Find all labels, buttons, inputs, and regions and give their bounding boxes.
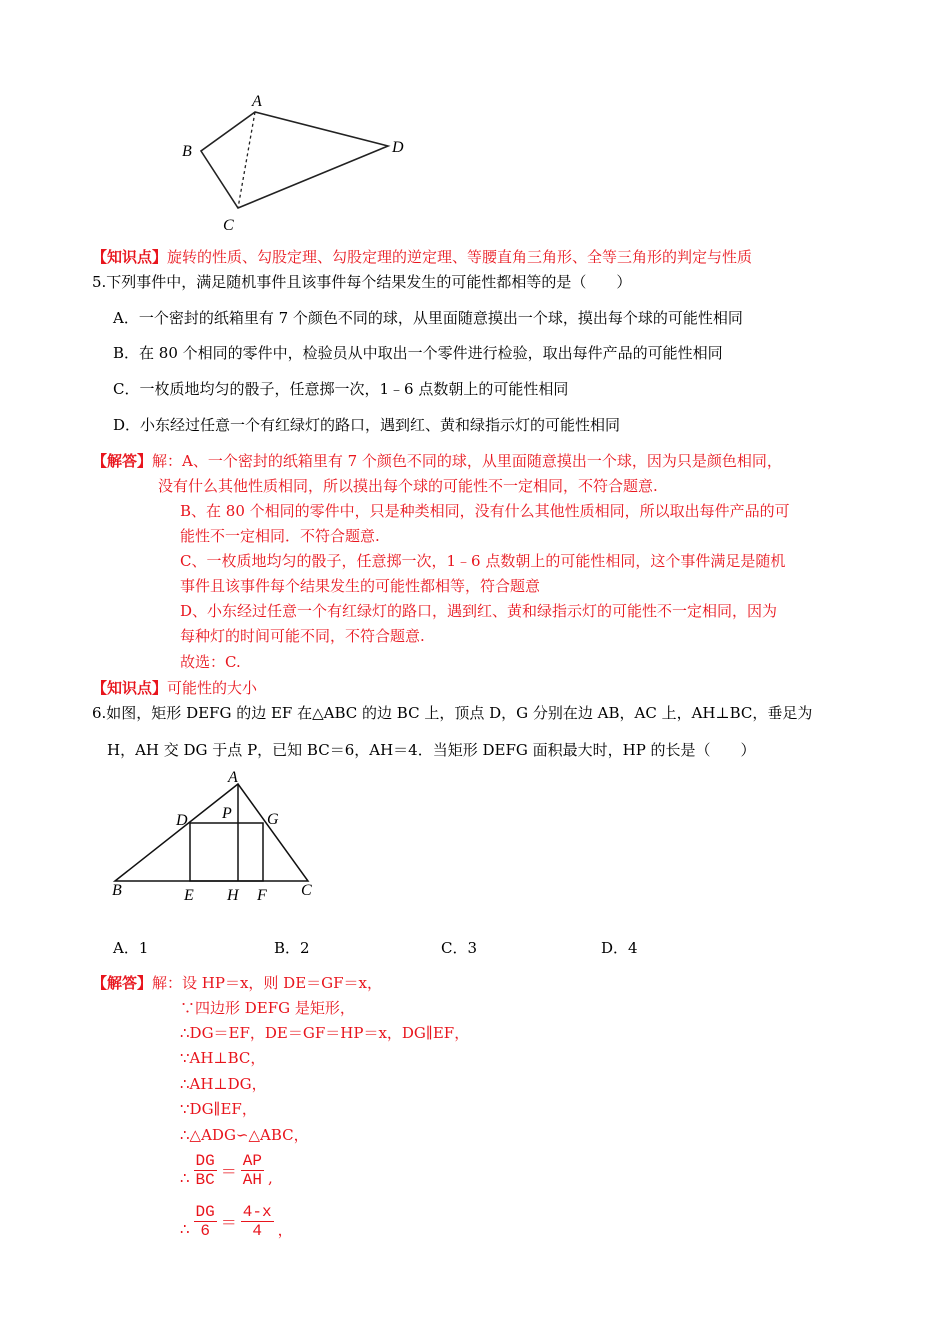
- denominator: 6: [200, 1221, 210, 1240]
- q6-answer-line7: ∴△ADG∽△ABC，: [180, 1126, 309, 1144]
- q6-answer-line4: ∵AH⊥BC，: [180, 1049, 266, 1067]
- label-b: B: [182, 143, 192, 160]
- fraction-equation-2: [180, 1199, 293, 1243]
- answer-text: 解：A、一个密封的纸箱里有 7 个颜色不同的球，从里面随意摸出一个球，因为只是颜色相同，: [152, 452, 782, 470]
- therefore-symbol: ∴: [180, 1169, 190, 1187]
- q5-answer-line-a2: 没有什么其他性质相同，所以摸出每个球的可能性不一定相同，不符合题意.: [158, 477, 658, 495]
- q6-answer-line1: [92, 972, 382, 994]
- q6-option-a: A．1: [113, 939, 149, 957]
- q5-answer-line-b2: 能性不一定相同．不符合题意.: [180, 527, 380, 545]
- q5-option-b: B．在 80 个相同的零件中，检验员从中取出一个零件进行检验，取出每件产品的可能性相同: [113, 344, 723, 362]
- label-p: P: [222, 805, 232, 822]
- label-d: D: [392, 139, 404, 156]
- q5-answer-line-b1: B、在 80 个相同的零件中，只是种类相同，没有什么其他性质相同，所以取出每件产品的可: [180, 502, 790, 520]
- label-g: G: [267, 811, 279, 828]
- q6-option-d: D．4: [601, 939, 638, 957]
- label-d: D: [176, 812, 188, 829]
- q5-answer-line-d2: 每种灯的时间可能不同，不符合题意.: [180, 627, 425, 645]
- q6-answer-line3: ∴DG＝EF，DE＝GF＝HP＝x，DG∥EF，: [180, 1024, 470, 1042]
- knowledge-point-1: [92, 246, 752, 268]
- q5-answer-line-c1: C、一枚质地均匀的骰子，任意掷一次，1﹣6 点数朝上的可能性相同，这个事件满足是随机: [180, 552, 786, 570]
- diagonal-ac-dashed: [238, 112, 255, 208]
- answer-tag: 【解答】: [92, 452, 153, 470]
- answer-text: 解：设 HP＝x，则 DE＝GF＝x，: [152, 974, 383, 992]
- figure-triangle-rectangle: [105, 764, 335, 910]
- q5-answer-choice: 故选：C.: [180, 653, 241, 671]
- triangle-abc: [115, 784, 308, 881]
- denominator: 4: [252, 1221, 262, 1240]
- numerator: 4-x: [242, 1202, 272, 1221]
- label-c: C: [223, 217, 234, 234]
- fraction-dg-6: [194, 1203, 217, 1240]
- label-a: A: [252, 93, 262, 110]
- rectangle-defg: [190, 823, 263, 881]
- fraction-equation-1: [180, 1148, 273, 1192]
- numerator: DG: [195, 1151, 215, 1170]
- q6-answer-line2: ∵四边形 DEFG 是矩形，: [180, 999, 355, 1017]
- knowledge-point-text: 可能性的大小: [167, 679, 258, 697]
- figure-quadrilateral-abcd: [170, 88, 420, 238]
- label-h: H: [227, 887, 239, 904]
- q5-option-d: D．小东经过任意一个有红绿灯的路口，遇到红、黄和绿指示灯的可能性相同: [113, 416, 621, 434]
- label-b: B: [112, 882, 122, 899]
- fraction-ap-ah: [241, 1152, 264, 1189]
- quadrilateral-outline: [201, 112, 388, 208]
- numerator: AP: [242, 1151, 262, 1170]
- denominator: AH: [242, 1170, 262, 1189]
- q5-answer-line-d1: D、小东经过任意一个有红绿灯的路口，遇到红、黄和绿指示灯的可能性不一定相同，因为: [180, 602, 778, 620]
- numerator: DG: [195, 1202, 215, 1221]
- equals-sign: ＝: [220, 1161, 237, 1181]
- knowledge-point-tag: 【知识点】: [92, 248, 168, 266]
- knowledge-point-2: [92, 677, 257, 699]
- q5-stem: 5.下列事件中，满足随机事件且该事件每个结果发生的可能性都相等的是（ ）: [92, 273, 632, 291]
- q5-answer-line-c2: 事件且该事件每个结果发生的可能性都相等，符合题意: [180, 577, 541, 595]
- answer-tag: 【解答】: [92, 974, 153, 992]
- q6-stem-line1: 6.如图，矩形 DEFG 的边 EF 在△ABC 的边 BC 上，顶点 D，G 分别在边 AB，AC 上，AH⊥BC，垂足为: [92, 704, 813, 722]
- q6-answer-line6: ∵DG∥EF，: [180, 1100, 257, 1118]
- label-c: C: [301, 882, 312, 899]
- q6-answer-line5: ∴AH⊥DG，: [180, 1075, 267, 1093]
- q6-stem-line2: H，AH 交 DG 于点 P，已知 BC＝6，AH＝4．当矩形 DEFG 面积最大时，HP 的长是（ ）: [107, 741, 756, 759]
- therefore-symbol: ∴: [180, 1220, 190, 1238]
- label-a: A: [228, 769, 238, 786]
- q6-option-b: B．2: [274, 939, 310, 957]
- knowledge-point-tag: 【知识点】: [92, 679, 168, 697]
- q5-option-a: A．一个密封的纸箱里有 7 个颜色不同的球，从里面随意摸出一个球，摸出每个球的可能性相同: [113, 309, 743, 327]
- comma: ，: [277, 1220, 293, 1239]
- denominator: BC: [195, 1170, 215, 1189]
- q6-option-c: C．3: [441, 939, 478, 957]
- fraction-4-minus-x-over-4: [241, 1203, 274, 1240]
- comma: ,: [267, 1169, 273, 1187]
- label-e: E: [184, 887, 194, 904]
- q5-option-c: C．一枚质地均匀的骰子，任意掷一次，1﹣6 点数朝上的可能性相同: [113, 380, 569, 398]
- equals-sign: ＝: [220, 1212, 237, 1232]
- knowledge-point-text: 旋转的性质、勾股定理、勾股定理的逆定理、等腰直角三角形、全等三角形的判定与性质: [167, 248, 753, 266]
- fraction-dg-bc: [194, 1152, 217, 1189]
- label-f: F: [257, 887, 267, 904]
- q5-answer-line-a1: [92, 450, 782, 472]
